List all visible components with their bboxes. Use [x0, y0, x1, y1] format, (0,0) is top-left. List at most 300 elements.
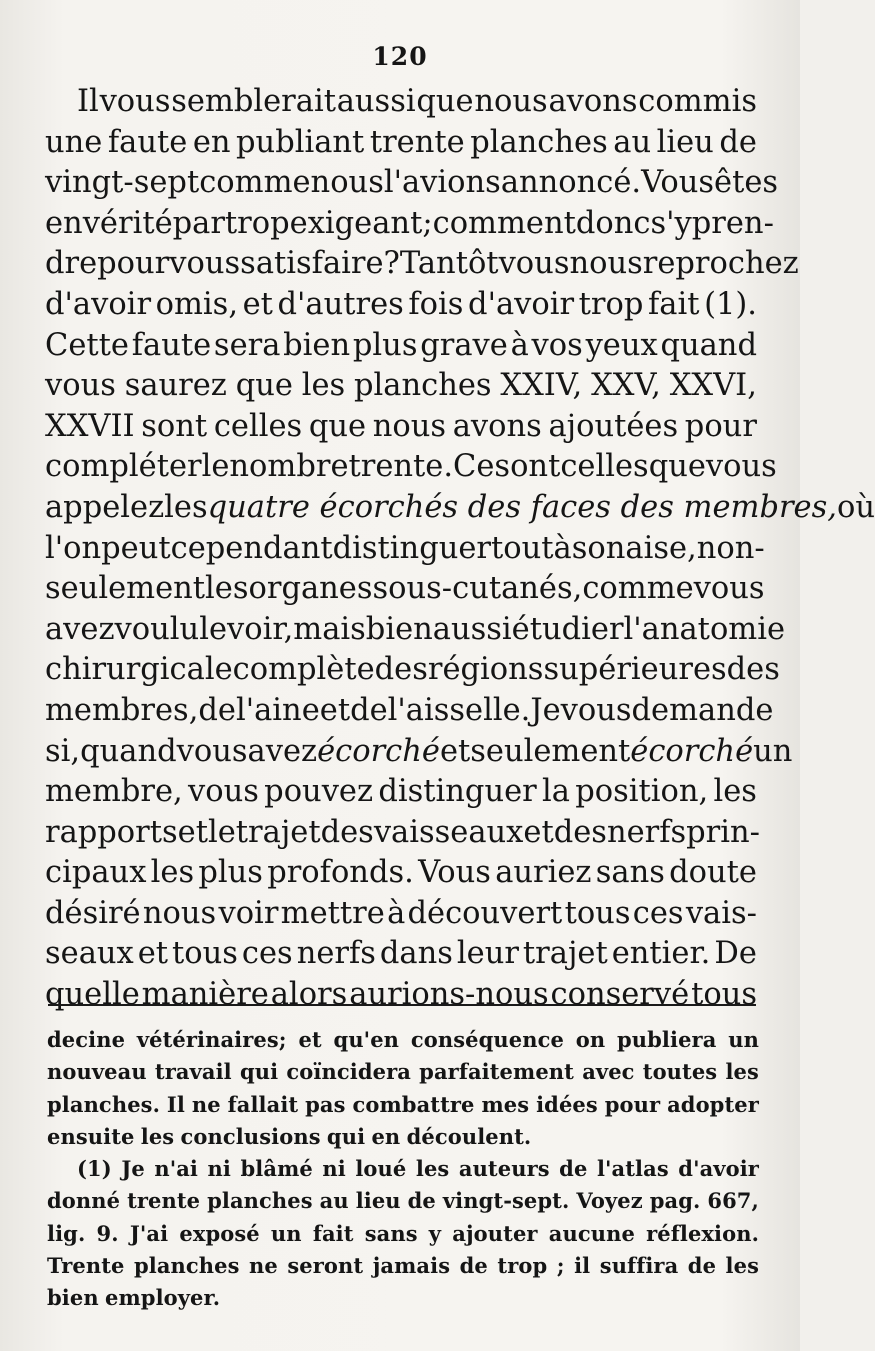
- word: aurions-nous: [349, 977, 549, 1013]
- word: lieu: [355, 1188, 401, 1214]
- word: yeux: [585, 327, 658, 363]
- word: donné: [47, 1188, 121, 1214]
- word: lieu: [656, 124, 714, 160]
- word: le: [207, 814, 236, 850]
- word: la: [541, 774, 570, 810]
- word: nombre: [229, 449, 349, 485]
- word: pour: [604, 1091, 661, 1117]
- word: nous: [474, 84, 548, 119]
- word: vérité: [82, 205, 173, 241]
- word: de: [719, 124, 757, 160]
- word: fallait: [227, 1091, 299, 1117]
- text-line: [45, 650, 780, 691]
- word: qu'en: [333, 1027, 400, 1052]
- word: decine: [47, 1027, 126, 1052]
- word: fait: [312, 1220, 354, 1246]
- word: aise,: [625, 530, 697, 566]
- word: des: [374, 652, 428, 688]
- word: un: [753, 733, 793, 769]
- word: trajet: [235, 814, 321, 850]
- word: sans: [595, 855, 665, 891]
- word: les: [301, 368, 346, 404]
- word: idées: [536, 1091, 598, 1117]
- word: les: [140, 1123, 175, 1149]
- word: êtes: [714, 165, 779, 201]
- word: exigeant;: [289, 205, 433, 241]
- text-line: [45, 853, 757, 894]
- word: d'avoir: [45, 286, 152, 322]
- word: (1): [77, 1156, 112, 1182]
- word: leur: [456, 936, 519, 972]
- text-line: [45, 894, 757, 935]
- word: en: [45, 205, 83, 241]
- text-line: [45, 163, 779, 204]
- word: de: [407, 1188, 436, 1214]
- word: mettre: [280, 895, 385, 931]
- word: comme: [582, 571, 694, 607]
- footnote-line: [47, 1282, 759, 1314]
- word: et: [298, 1027, 322, 1052]
- word: l'aisselle.: [387, 692, 531, 728]
- word: vaisseaux: [373, 814, 524, 850]
- footnote-line: [47, 1089, 759, 1121]
- word: sont: [494, 449, 561, 485]
- word: seaux: [45, 936, 134, 972]
- word: tous: [564, 895, 631, 931]
- word: les: [725, 1253, 759, 1279]
- word: où: [836, 489, 875, 525]
- word: les: [415, 1156, 450, 1182]
- word: ajouter: [452, 1220, 538, 1246]
- word: alors: [270, 977, 348, 1013]
- word: satisfaire?: [240, 246, 400, 282]
- word: et: [439, 733, 471, 769]
- word: seulement: [470, 733, 631, 769]
- word: faute: [107, 124, 188, 160]
- word: quelle: [45, 977, 140, 1013]
- text-line: [45, 285, 757, 326]
- text-line: [45, 813, 760, 854]
- word: on: [575, 1027, 606, 1052]
- word: avons: [452, 408, 542, 444]
- text-line: [45, 569, 765, 610]
- word: supérieures: [543, 652, 727, 688]
- word: les: [164, 489, 208, 525]
- word: compléter: [45, 449, 202, 485]
- word: nouveau: [47, 1059, 147, 1085]
- footnote-line: [47, 1056, 759, 1088]
- word: et: [523, 814, 554, 850]
- word: vous: [99, 84, 171, 119]
- word: pouvez: [264, 774, 374, 810]
- word: Il: [166, 1091, 185, 1117]
- word: et: [242, 286, 273, 322]
- word: dre: [45, 246, 98, 282]
- word: écorché: [630, 733, 754, 769]
- word: cependant: [170, 530, 333, 566]
- word: et: [137, 936, 169, 972]
- word: J'ai: [129, 1220, 169, 1246]
- word: à: [387, 895, 406, 931]
- word: vous: [693, 571, 765, 607]
- word: au: [319, 1188, 349, 1214]
- word: plus: [198, 855, 263, 891]
- word: 9.: [96, 1220, 119, 1246]
- text-line: [45, 975, 757, 1016]
- word: non-: [696, 530, 765, 566]
- word: que: [308, 408, 367, 444]
- word: étudier: [511, 611, 624, 647]
- word: vous: [45, 368, 116, 404]
- word: XXV,: [591, 368, 661, 404]
- word: l'avions: [383, 165, 501, 201]
- word: ne: [191, 1091, 221, 1117]
- word: avez: [45, 611, 115, 647]
- word: fois: [408, 286, 464, 322]
- word: tous: [172, 936, 238, 972]
- word: réflexion.: [646, 1220, 759, 1246]
- word: sans: [364, 1220, 418, 1246]
- word: vos: [531, 327, 583, 363]
- word: des: [320, 814, 374, 850]
- word: mais: [293, 611, 366, 647]
- word: trop: [497, 1253, 548, 1279]
- word: avec: [582, 1059, 635, 1085]
- word: bien: [47, 1285, 99, 1311]
- word: XXVII: [45, 408, 135, 444]
- word: planches.: [47, 1091, 160, 1117]
- word: de: [350, 692, 388, 728]
- word: et: [319, 692, 351, 728]
- word: combattre: [352, 1091, 475, 1117]
- word: grave: [420, 327, 508, 363]
- word: trente.: [348, 449, 454, 485]
- word: donc: [575, 205, 651, 241]
- word: (1).: [704, 286, 757, 322]
- word: celles: [560, 449, 649, 485]
- word: employer.: [105, 1285, 221, 1311]
- word: pour: [684, 408, 757, 444]
- word: omis,: [155, 286, 239, 322]
- word: vous: [169, 246, 241, 282]
- word: profonds.: [267, 855, 414, 891]
- word: Voyez: [576, 1188, 643, 1214]
- word: un: [270, 1220, 302, 1246]
- word: s'y: [650, 205, 692, 241]
- word: loué: [355, 1156, 407, 1182]
- word: planches: [470, 124, 608, 160]
- text-line: [45, 204, 774, 245]
- word: en: [371, 1123, 401, 1149]
- word: des: [726, 652, 780, 688]
- word: reprochez: [642, 246, 799, 282]
- word: les: [205, 571, 249, 607]
- word: pour: [97, 246, 170, 282]
- word: vous: [560, 692, 632, 728]
- word: l'on: [45, 530, 102, 566]
- footnote-line: [47, 1024, 759, 1056]
- word: auriez: [495, 855, 592, 891]
- word: auteurs: [458, 1156, 550, 1182]
- word: De: [714, 936, 757, 972]
- word: les: [713, 774, 757, 810]
- word: celles: [213, 408, 303, 444]
- text-line: [45, 326, 757, 367]
- word: seulement: [45, 571, 206, 607]
- footnotes: [47, 1024, 759, 1315]
- word: Vous: [418, 855, 491, 891]
- word: sont: [141, 408, 208, 444]
- word: XXIV,: [500, 368, 583, 404]
- word: de: [198, 692, 236, 728]
- word: des: [553, 814, 607, 850]
- word: cipaux: [45, 855, 147, 891]
- word: entier.: [611, 936, 711, 972]
- word: ces: [241, 936, 293, 972]
- word: commis: [638, 84, 757, 119]
- word: demande: [631, 692, 774, 728]
- word: Il: [77, 84, 99, 119]
- word: dans: [379, 936, 453, 972]
- word: coïncidera: [286, 1059, 411, 1085]
- footnote-line: [47, 1185, 759, 1217]
- word: tout: [491, 530, 554, 566]
- word: que: [648, 449, 706, 485]
- word: tous: [691, 977, 757, 1013]
- word: conclusions: [180, 1123, 321, 1149]
- word: trente: [127, 1188, 201, 1214]
- word: d'avoir: [678, 1156, 759, 1182]
- word: distinguer: [332, 530, 491, 566]
- word: qui: [326, 1123, 366, 1149]
- word: une: [45, 124, 103, 160]
- word: semblerait: [171, 84, 336, 119]
- text-line: [45, 529, 765, 570]
- word: Je: [121, 1156, 145, 1182]
- word: vingt-sept.: [442, 1188, 570, 1214]
- word: planches: [207, 1188, 313, 1214]
- word: à: [553, 530, 572, 566]
- word: ni: [322, 1156, 346, 1182]
- word: blâmé: [240, 1156, 313, 1182]
- word: écorché: [317, 733, 440, 769]
- word: que: [416, 84, 474, 119]
- main-text: [45, 82, 875, 1016]
- word: quand: [80, 733, 177, 769]
- word: et: [177, 814, 208, 850]
- word: rapports: [45, 814, 178, 850]
- word: en: [192, 124, 231, 160]
- text-line: [45, 934, 757, 975]
- word: découvert: [407, 895, 563, 931]
- word: planches: [354, 368, 492, 404]
- word: ne: [249, 1253, 278, 1279]
- word: pas: [305, 1091, 346, 1117]
- word: Tantôt: [399, 246, 499, 282]
- word: bien: [365, 611, 433, 647]
- text-line: [45, 732, 793, 773]
- word: annoncé.: [500, 165, 642, 201]
- word: il: [574, 1253, 591, 1279]
- text-line: [45, 407, 757, 448]
- text-line: [45, 772, 757, 813]
- word: exposé: [179, 1220, 260, 1246]
- word: jamais: [372, 1253, 451, 1279]
- word: le: [201, 449, 230, 485]
- word: voulu: [114, 611, 200, 647]
- word: toutes: [642, 1059, 718, 1085]
- word: les: [725, 1059, 759, 1085]
- word: distinguer: [378, 774, 537, 810]
- word: trajet: [522, 936, 608, 972]
- word: trente: [369, 124, 465, 160]
- word: planches: [133, 1253, 240, 1279]
- word: pren-: [691, 205, 774, 241]
- word: avons: [548, 84, 638, 119]
- word: voir,: [227, 611, 294, 647]
- word: si,: [45, 733, 81, 769]
- word: chirurgicale: [45, 652, 233, 688]
- text-line: [45, 82, 757, 123]
- word: appelez: [45, 489, 165, 525]
- word: vous: [188, 774, 259, 810]
- word: vous: [705, 449, 777, 485]
- word: ajoutées: [548, 408, 679, 444]
- word: saurez: [124, 368, 227, 404]
- text-line: [45, 488, 875, 529]
- word: conservé: [550, 977, 690, 1013]
- word: vous: [498, 246, 570, 282]
- word: régions: [427, 652, 544, 688]
- word: avez: [247, 733, 318, 769]
- word: complète: [232, 652, 375, 688]
- footnote-separator: [48, 1004, 756, 1006]
- word: vétérinaires;: [136, 1027, 287, 1052]
- word: doute: [669, 855, 757, 891]
- text-line: [45, 691, 774, 732]
- word: d'avoir: [468, 286, 575, 322]
- word: Je: [530, 692, 561, 728]
- word: nous: [569, 246, 643, 282]
- word: le: [199, 611, 227, 647]
- word: l'anatomie: [623, 611, 786, 647]
- word: ensuite: [47, 1123, 135, 1149]
- word: comment: [432, 205, 576, 241]
- word: seront: [287, 1253, 364, 1279]
- word: nous: [310, 165, 384, 201]
- word: y: [428, 1220, 442, 1246]
- footnote-line: [47, 1153, 759, 1185]
- word: les: [150, 855, 195, 891]
- word: de: [459, 1253, 488, 1279]
- word: peut: [101, 530, 171, 566]
- word: de: [687, 1253, 717, 1279]
- word: publiera: [617, 1027, 717, 1052]
- word: publiant: [236, 124, 365, 160]
- word: l'aine: [235, 692, 320, 728]
- word: sous-cutanés,: [372, 571, 583, 607]
- word: à: [510, 327, 529, 363]
- word: trop: [224, 205, 290, 241]
- word: faute: [131, 327, 212, 363]
- word: nerfs: [296, 936, 376, 972]
- word: par: [172, 205, 225, 241]
- word: membre,: [45, 774, 183, 810]
- word: trop: [578, 286, 644, 322]
- text-line: [45, 447, 777, 488]
- word: un: [728, 1027, 759, 1052]
- word: lig.: [47, 1220, 86, 1246]
- word: sera: [213, 327, 281, 363]
- word: adopter: [667, 1091, 759, 1117]
- word: plus: [352, 327, 418, 363]
- word: quand: [660, 327, 757, 363]
- word: fait: [648, 286, 700, 322]
- word: qui: [239, 1059, 279, 1085]
- word: vous: [176, 733, 248, 769]
- word: prin-: [686, 814, 760, 850]
- word: au: [613, 124, 652, 160]
- word: Trente: [47, 1253, 125, 1279]
- word: Vous: [641, 165, 715, 201]
- word: parfaitement: [419, 1059, 574, 1085]
- word: position,: [575, 774, 709, 810]
- word: membres,: [45, 692, 199, 728]
- word: aussi: [336, 84, 416, 119]
- word: ces: [632, 895, 684, 931]
- footnote-line: [47, 1250, 759, 1282]
- word: 667,: [707, 1188, 759, 1214]
- footnote-line: [47, 1121, 759, 1153]
- word: organes: [248, 571, 373, 607]
- text-line: [45, 366, 757, 407]
- word: manière: [141, 977, 269, 1013]
- word: découlent.: [406, 1123, 532, 1149]
- word: désiré: [45, 895, 141, 931]
- word: Cette: [45, 327, 129, 363]
- word: XXVI,: [669, 368, 757, 404]
- text-line: [45, 610, 786, 651]
- word: vais-: [685, 895, 757, 931]
- word: d'autres: [277, 286, 404, 322]
- word: vingt-sept: [45, 165, 200, 201]
- word: suffira: [599, 1253, 679, 1279]
- word: comme: [199, 165, 311, 201]
- word: bien: [283, 327, 351, 363]
- word: conséquence: [410, 1027, 564, 1052]
- word: nerfs: [606, 814, 687, 850]
- word: de: [559, 1156, 588, 1182]
- word: pag.: [649, 1188, 701, 1214]
- text-line: [45, 244, 799, 285]
- word: son: [571, 530, 626, 566]
- word: Ce: [453, 449, 495, 485]
- word: aussi: [432, 611, 512, 647]
- word: n'ai: [154, 1156, 199, 1182]
- text-line: [45, 123, 757, 164]
- word: aucune: [548, 1220, 635, 1246]
- word: que: [235, 368, 293, 404]
- word: mes: [481, 1091, 530, 1117]
- word: nous: [142, 895, 217, 931]
- page-number: 120: [372, 42, 428, 71]
- word: ;: [556, 1253, 565, 1279]
- word: quatre écorchés des faces des membres,: [207, 489, 837, 525]
- word: l'atlas: [596, 1156, 669, 1182]
- word: travail: [154, 1059, 232, 1085]
- word: ni: [207, 1156, 231, 1182]
- word: nous: [372, 408, 447, 444]
